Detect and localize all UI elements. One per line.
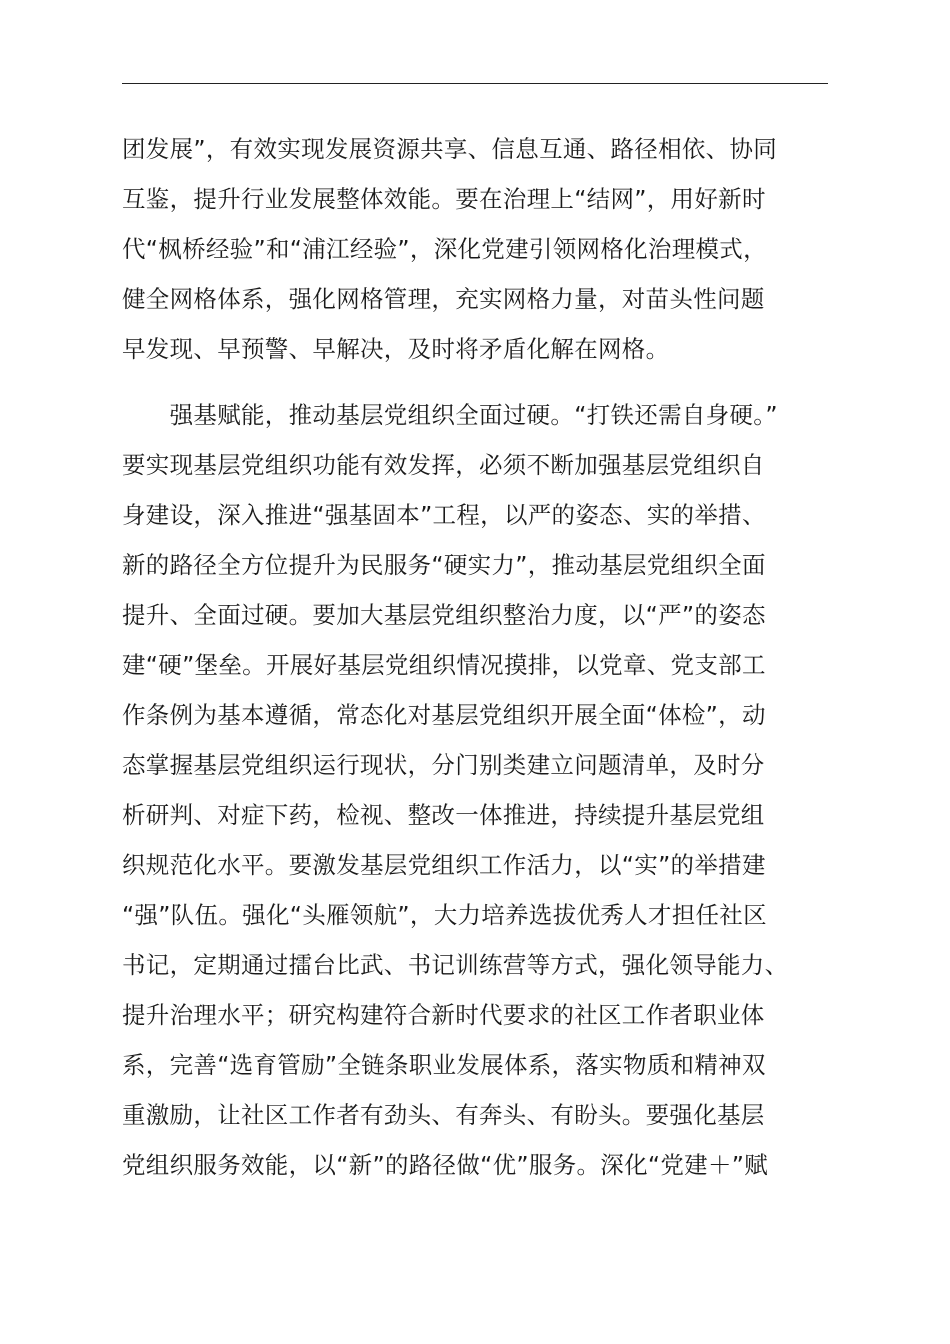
text-line: 新的路径全方位提升为民服务“硬实力”，推动基层党组织全面 (122, 551, 766, 579)
text-line: 系，完善“选育管励”全链条职业发展体系，落实物质和精神双 (122, 1051, 766, 1079)
text-line: 建“硬”堡垒。开展好基层党组织情况摸排，以党章、党支部工 (122, 651, 766, 679)
text-line: 提升治理水平；研究构建符合新时代要求的社区工作者职业体 (122, 1001, 765, 1029)
text-line: 书记，定期通过擂台比武、书记训练营等方式，强化领导能力、 (122, 951, 789, 979)
text-line: 要实现基层党组织功能有效发挥，必须不断加强基层党组织自 (122, 451, 765, 479)
header-rule (122, 83, 828, 84)
text-line: “强”队伍。强化“头雁领航”，大力培养选拔优秀人才担任社区 (122, 901, 767, 929)
text-line: 健全网格体系，强化网格管理，充实网格力量，对苗头性问题 (122, 285, 765, 313)
text-line: 织规范化水平。要激发基层党组织工作活力，以“实”的举措建 (122, 851, 766, 879)
text-line: 互鉴，提升行业发展整体效能。要在治理上“结网”，用好新时 (122, 185, 766, 213)
text-line: 党组织服务效能，以“新”的路径做“优”服务。深化“党建＋”赋 (122, 1151, 769, 1179)
text-line: 强基赋能，推动基层党组织全面过硬。“打铁还需自身硬。” (122, 401, 778, 429)
text-line: 团发展”，有效实现发展资源共享、信息互通、路径相依、协同 (122, 135, 778, 163)
paragraph-1 (122, 124, 862, 374)
paragraph-2 (122, 390, 862, 1190)
text-line: 提升、全面过硬。要加大基层党组织整治力度，以“严”的姿态 (122, 601, 766, 629)
text-line: 析研判、对症下药，检视、整改一体推进，持续提升基层党组 (122, 801, 765, 829)
text-line: 身建设，深入推进“强基固本”工程，以严的姿态、实的举措、 (122, 501, 766, 529)
document-body (122, 124, 862, 1190)
text-line: 作条例为基本遵循，常态化对基层党组织开展全面“体检”，动 (122, 701, 766, 729)
text-line: 重激励，让社区工作者有劲头、有奔头、有盼头。要强化基层 (122, 1101, 765, 1129)
text-line: 代“枫桥经验”和“浦江经验”，深化党建引领网格化治理模式， (122, 235, 767, 263)
text-line: 态掌握基层党组织运行现状，分门别类建立问题清单，及时分 (122, 751, 765, 779)
paragraph-spacer (122, 374, 862, 390)
text-line: 早发现、早预警、早解决，及时将矛盾化解在网格。 (122, 335, 670, 363)
